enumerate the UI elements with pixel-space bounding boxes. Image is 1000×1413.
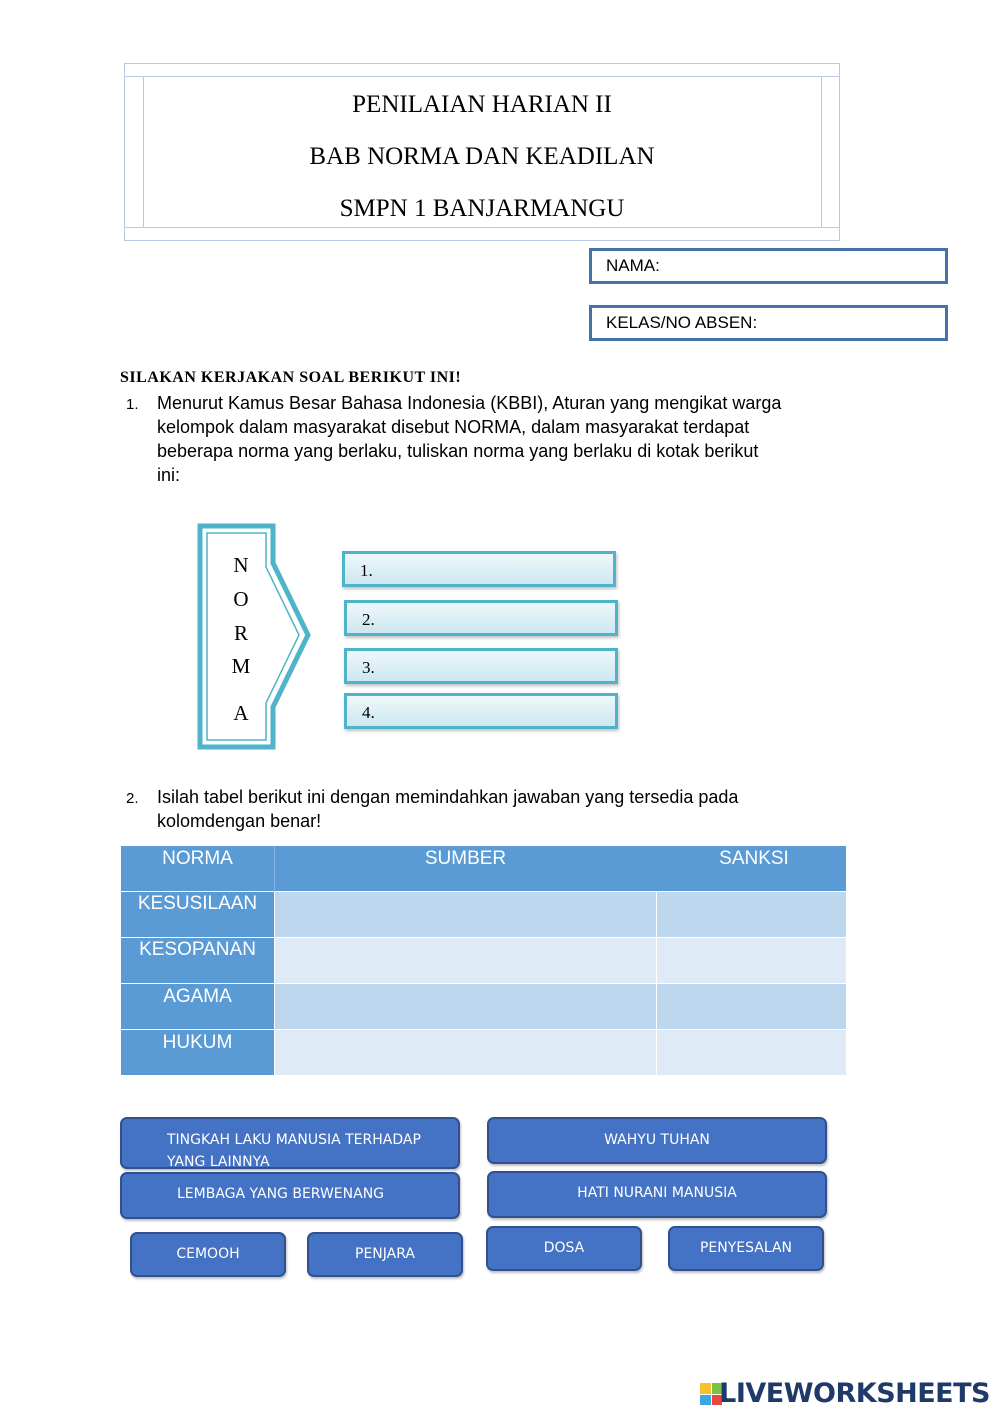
sumber-drop-cell[interactable]: [275, 892, 657, 938]
table-header-row: [121, 846, 846, 892]
sumber-drop-cell[interactable]: [275, 1030, 657, 1076]
norma-box-number: 4.: [362, 703, 375, 722]
norma-table: [121, 846, 846, 1075]
school-name: SMPN 1 BANJARMANGU: [339, 195, 625, 222]
class-field[interactable]: [589, 305, 948, 341]
question-1-number: 1.: [126, 396, 139, 413]
table-row: [121, 984, 846, 1030]
table-row: [121, 938, 846, 984]
answer-chip-tingkah-laku[interactable]: [120, 1117, 460, 1169]
norma-letter: R: [233, 621, 248, 645]
norma-answer-box-2[interactable]: [344, 600, 618, 636]
answer-chip-hati-nurani[interactable]: [487, 1171, 827, 1218]
table-header-sanksi: SANKSI: [656, 846, 846, 892]
question-1-line: kelompok dalam masyarakat disebut NORMA, dalam masyarakat terdapat: [157, 417, 750, 437]
answer-chip-label: YANG LAINNYA: [167, 1154, 270, 1170]
answer-chip-label: DOSA: [543, 1240, 585, 1256]
norma-answer-box-4[interactable]: [344, 693, 618, 729]
sanksi-drop-cell[interactable]: [656, 984, 846, 1030]
answer-chip-lembaga[interactable]: [120, 1172, 460, 1219]
question-2-line: kolomdengan benar!: [157, 811, 322, 831]
table-row-label: HUKUM: [121, 1030, 275, 1076]
question-1-line: Menurut Kamus Besar Bahasa Indonesia (KBBI), Aturan yang mengikat warga: [157, 393, 782, 413]
class-label: KELAS/NO ABSEN:: [606, 313, 758, 332]
answer-chip-label: WAHYU TUHAN: [604, 1132, 710, 1148]
answer-chip-penjara[interactable]: [307, 1232, 463, 1277]
answer-chip-label: PENYESALAN: [699, 1240, 793, 1256]
question-1-line: ini:: [157, 465, 181, 485]
norma-letter: N: [233, 553, 249, 577]
table-header-sumber: SUMBER: [275, 846, 657, 892]
question-2-line: Isilah tabel berikut ini dengan memindahkan jawaban yang tersedia pada: [157, 787, 739, 807]
name-label: NAMA:: [606, 256, 660, 275]
header-rule-bottom: [124, 227, 840, 228]
norma-box-number: 3.: [362, 658, 375, 677]
norma-answer-box-1[interactable]: [342, 551, 616, 587]
name-field[interactable]: [589, 248, 948, 284]
answer-chip-label: PENJARA: [355, 1246, 415, 1262]
table-row-label: KESUSILAAN: [121, 892, 275, 938]
norma-letter: M: [231, 654, 251, 678]
answer-chip-cemooh[interactable]: [130, 1232, 286, 1277]
page-title: PENILAIAN HARIAN II: [352, 91, 612, 118]
sanksi-drop-cell[interactable]: [656, 1030, 846, 1076]
answer-chip-label: LEMBAGA YANG BERWENANG: [177, 1186, 385, 1202]
header-rule-top: [124, 76, 840, 77]
answer-chip-dosa[interactable]: [486, 1226, 642, 1271]
instruction-heading: SILAKAN KERJAKAN SOAL BERIKUT INI!: [120, 369, 462, 386]
answer-chip-label: CEMOOH: [176, 1246, 240, 1262]
table-header-norma: NORMA: [121, 846, 275, 892]
table-row-label: AGAMA: [121, 984, 275, 1030]
norma-letter: A: [233, 701, 249, 725]
question-1-text: [157, 391, 781, 487]
answer-chip-wahyu-tuhan[interactable]: [487, 1117, 827, 1164]
norma-letter: O: [233, 587, 249, 611]
answer-chip-penyesalan[interactable]: [668, 1226, 824, 1271]
table-row-label: KESOPANAN: [121, 938, 275, 984]
sumber-drop-cell[interactable]: [275, 938, 657, 984]
liveworksheets-brand: LIVEWORKSHEETS: [719, 1378, 990, 1409]
sanksi-drop-cell[interactable]: [656, 892, 846, 938]
question-2-text: [157, 785, 738, 833]
table-row: [121, 892, 846, 938]
answer-chip-label: HATI NURANI MANUSIA: [577, 1185, 737, 1201]
sanksi-drop-cell[interactable]: [656, 938, 846, 984]
answer-chip-label: TINGKAH LAKU MANUSIA TERHADAP: [167, 1132, 421, 1148]
table-row: [121, 1030, 846, 1076]
norma-box-number: 2.: [362, 610, 375, 629]
norma-answer-box-3[interactable]: [344, 648, 618, 684]
question-1-line: beberapa norma yang berlaku, tuliskan norma yang berlaku di kotak berikut: [157, 441, 759, 461]
sumber-drop-cell[interactable]: [275, 984, 657, 1030]
norma-box-number: 1.: [360, 561, 373, 580]
chapter-title: BAB NORMA DAN KEADILAN: [309, 143, 655, 170]
question-2-number: 2.: [126, 790, 139, 807]
